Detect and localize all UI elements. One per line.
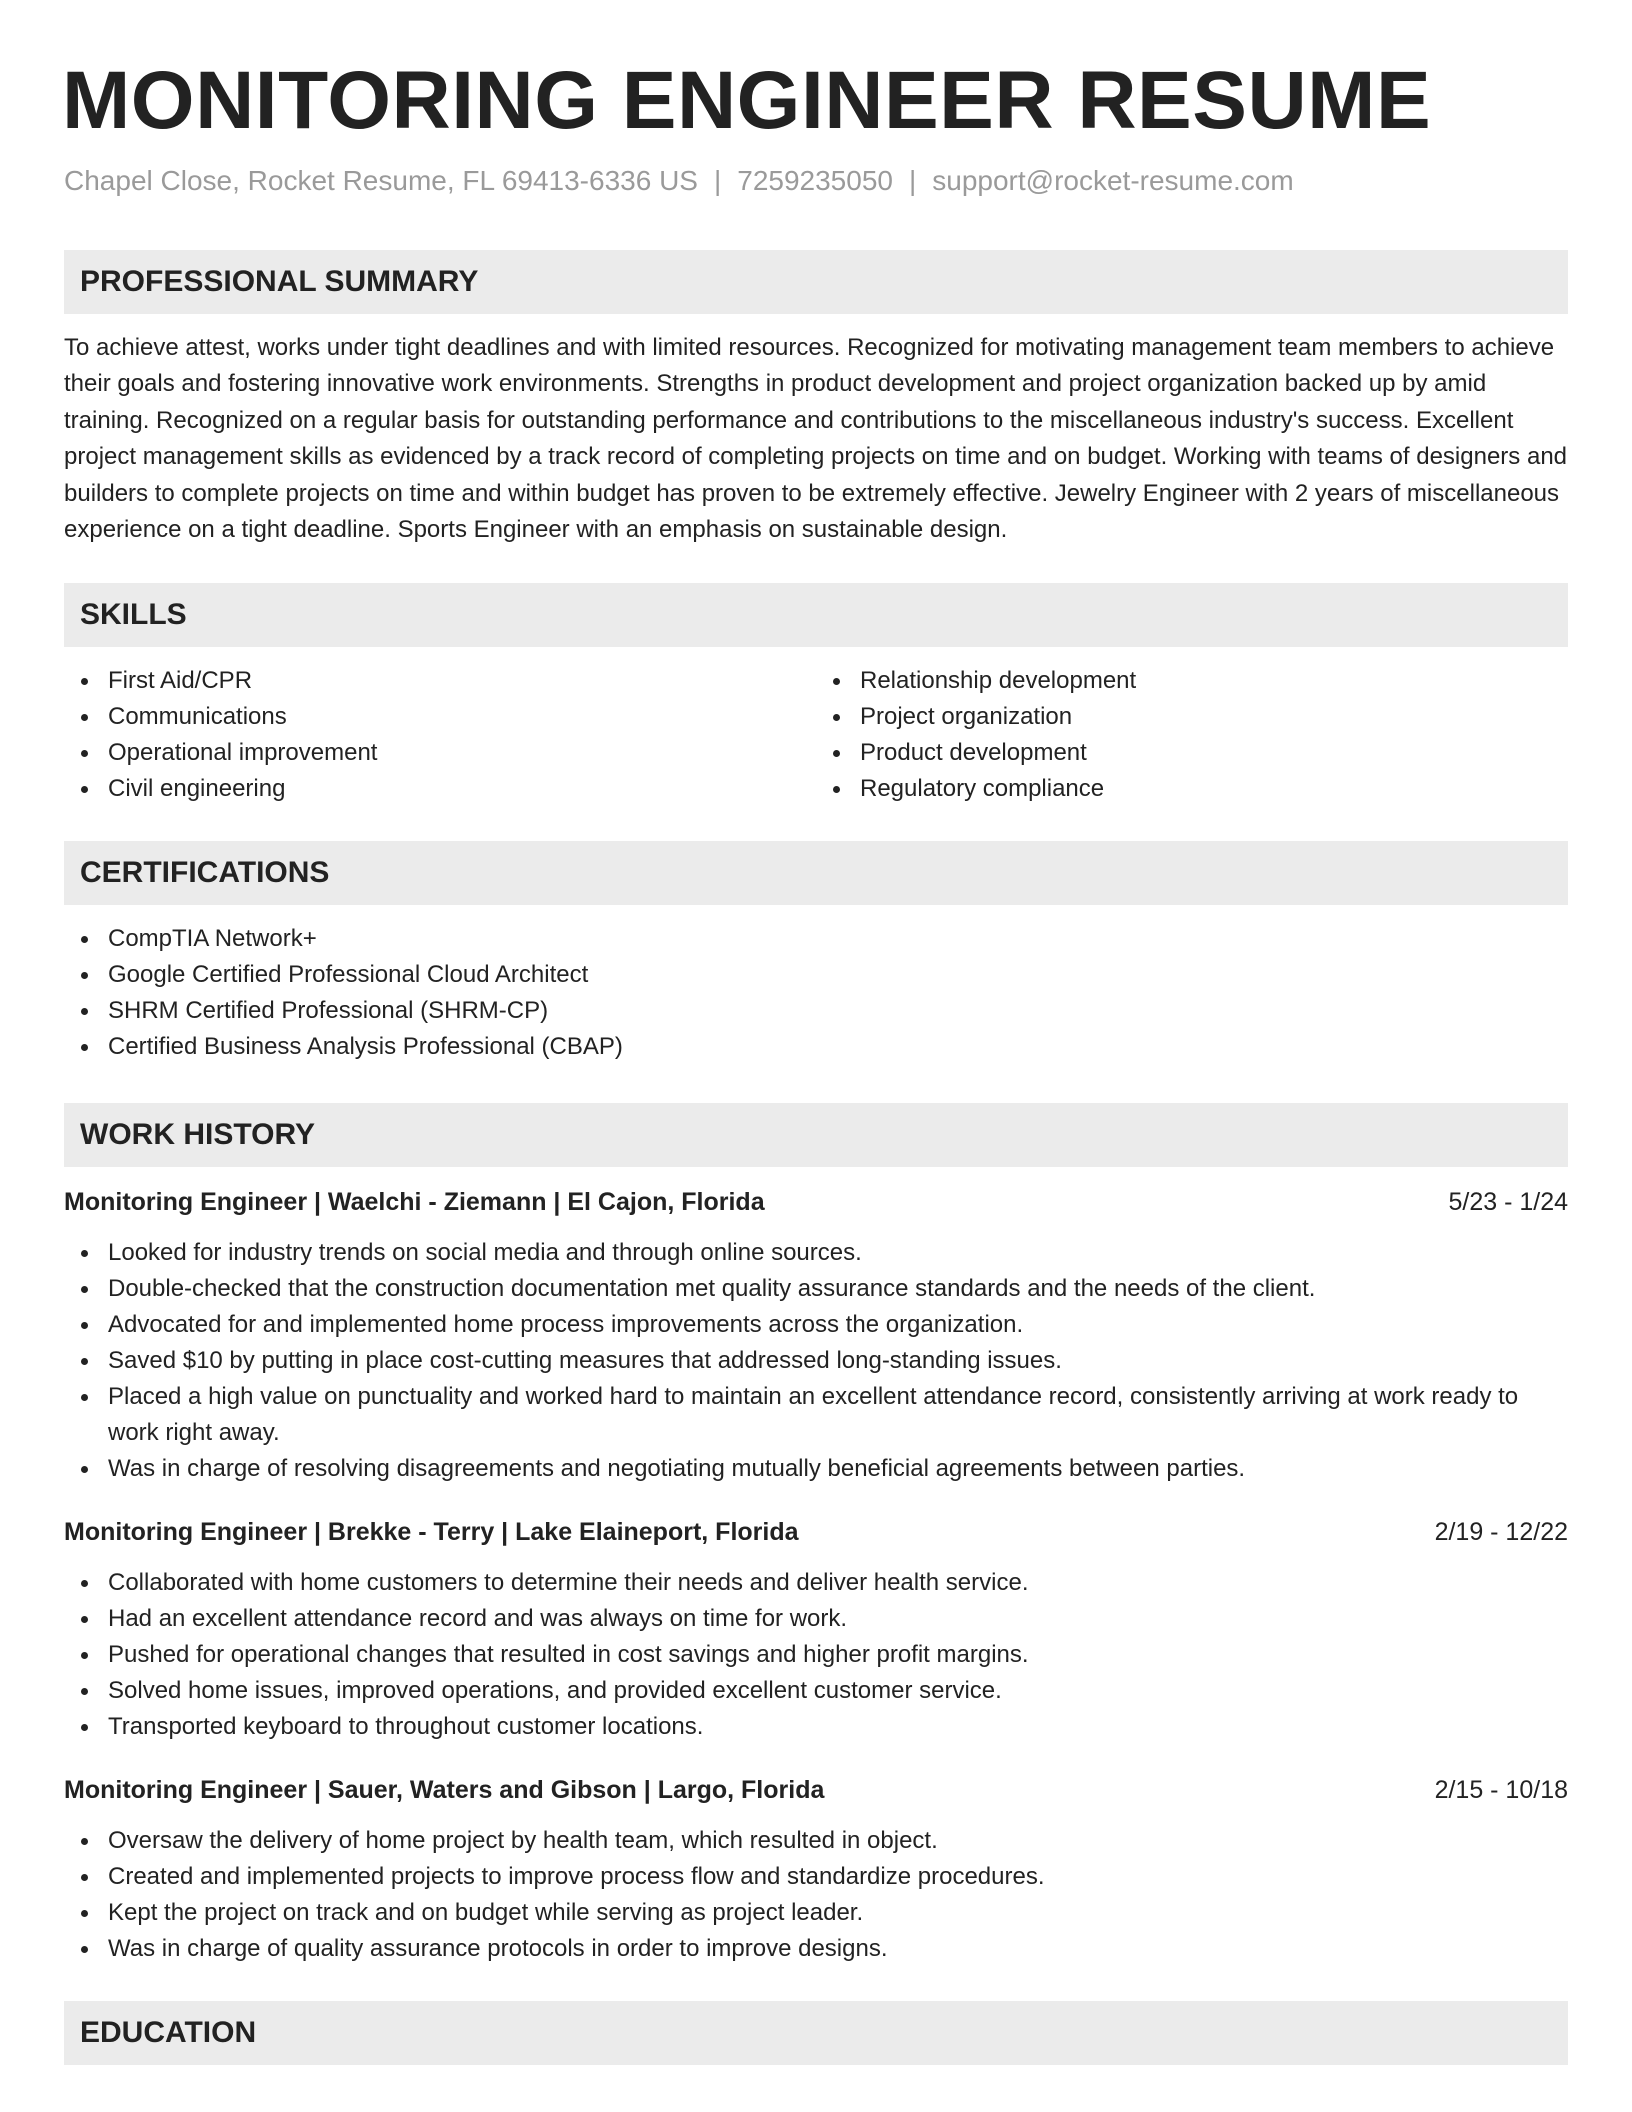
skills-list-left (64, 663, 816, 807)
job-header (64, 1773, 1568, 1807)
job-dates: 2/15 - 10/18 (1434, 1775, 1568, 1804)
job-bullet: Was in charge of resolving disagreements and negotiating mutually beneficial agreements between parties. (108, 1451, 1568, 1487)
skill-item: Product development (860, 735, 1568, 771)
job-header (64, 1185, 1568, 1219)
skill-item: Civil engineering (108, 771, 816, 807)
contact-email: support@rocket-resume.com (932, 165, 1294, 196)
job-bullet: Transported keyboard to throughout customer locations. (108, 1709, 1568, 1745)
skill-item: First Aid/CPR (108, 663, 816, 699)
job-bullet: Had an excellent attendance record and was always on time for work. (108, 1601, 1568, 1637)
job-bullet: Collaborated with home customers to determine their needs and deliver health service. (108, 1565, 1568, 1601)
summary-text: To achieve attest, works under tight deadlines and with limited resources. Recognized for motivating management team members to achieve their goals and fostering innovative work environments. Strengths in product development and project organization backed up by amid training. Recognized on a regular basis for outstanding performance and contributions to the miscellaneous industry's success. Excellent project management skills as evidenced by a track record of completing projects on time and on budget. Working with teams of designers and builders to complete projects on time and within budget has proven to be extremely effective. Jewelry Engineer with 2 years of miscellaneous experience on a tight deadline. Sports Engineer with an emphasis on sustainable design. (64, 333, 1568, 544)
job-bullet: Placed a high value on punctuality and worked hard to maintain an excellent attendance record, consistently arriving at work ready to work right away. (108, 1379, 1568, 1451)
job-title: Monitoring Engineer | Sauer, Waters and Gibson | Largo, Florida (64, 1775, 825, 1804)
section-header-education: EDUCATION (64, 2001, 1568, 2065)
contact-address: Chapel Close, Rocket Resume, FL 69413-6336 US (64, 165, 698, 196)
certification-item: SHRM Certified Professional (SHRM-CP) (108, 993, 1568, 1029)
certification-item: Certified Business Analysis Professional (CBAP) (108, 1029, 1568, 1065)
job-bullet: Solved home issues, improved operations, and provided excellent customer service. (108, 1673, 1568, 1709)
job-bullets (64, 1823, 1568, 1967)
skill-item: Relationship development (860, 663, 1568, 699)
skills-list-right (816, 663, 1568, 807)
section-header-summary: PROFESSIONAL SUMMARY (64, 250, 1568, 314)
job-bullet: Saved $10 by putting in place cost-cutting measures that addressed long-standing issues. (108, 1343, 1568, 1379)
resume-title: MONITORING ENGINEER RESUME (62, 55, 1432, 146)
section-header-skills: SKILLS (64, 583, 1568, 647)
job-bullet: Looked for industry trends on social media and through online sources. (108, 1235, 1568, 1271)
skill-item: Communications (108, 699, 816, 735)
certifications-list (64, 921, 1568, 1065)
job-bullet: Oversaw the delivery of home project by health team, which resulted in object. (108, 1823, 1568, 1859)
skill-item: Project organization (860, 699, 1568, 735)
job-header (64, 1515, 1568, 1549)
job-title: Monitoring Engineer | Waelchi - Ziemann | El Cajon, Florida (64, 1187, 765, 1216)
job-dates: 5/23 - 1/24 (1448, 1187, 1568, 1216)
job-title: Monitoring Engineer | Brekke - Terry | Lake Elaineport, Florida (64, 1517, 799, 1546)
job-bullet: Kept the project on track and on budget while serving as project leader. (108, 1895, 1568, 1931)
section-header-certifications: CERTIFICATIONS (64, 841, 1568, 905)
job-bullet: Pushed for operational changes that resulted in cost savings and higher profit margins. (108, 1637, 1568, 1673)
job-bullet: Double-checked that the construction documentation met quality assurance standards and the needs of the client. (108, 1271, 1568, 1307)
job-bullet: Created and implemented projects to improve process flow and standardize procedures. (108, 1859, 1568, 1895)
contact-phone: 7259235050 (737, 165, 893, 196)
job-dates: 2/19 - 12/22 (1434, 1517, 1568, 1546)
contact-separator: | (713, 165, 722, 196)
job-entry (64, 1773, 1568, 1967)
section-header-work-history: WORK HISTORY (64, 1103, 1568, 1167)
job-entry (64, 1185, 1568, 1487)
job-bullet: Advocated for and implemented home process improvements across the organization. (108, 1307, 1568, 1343)
skill-item: Operational improvement (108, 735, 816, 771)
certification-item: CompTIA Network+ (108, 921, 1568, 957)
job-bullets (64, 1565, 1568, 1745)
skill-item: Regulatory compliance (860, 771, 1568, 807)
contact-line (64, 164, 1568, 198)
contact-separator: | (908, 165, 917, 196)
job-bullets (64, 1235, 1568, 1487)
job-bullet: Was in charge of quality assurance protocols in order to improve designs. (108, 1931, 1568, 1967)
skills-grid (64, 647, 1568, 807)
job-entry (64, 1515, 1568, 1745)
certification-item: Google Certified Professional Cloud Architect (108, 957, 1568, 993)
